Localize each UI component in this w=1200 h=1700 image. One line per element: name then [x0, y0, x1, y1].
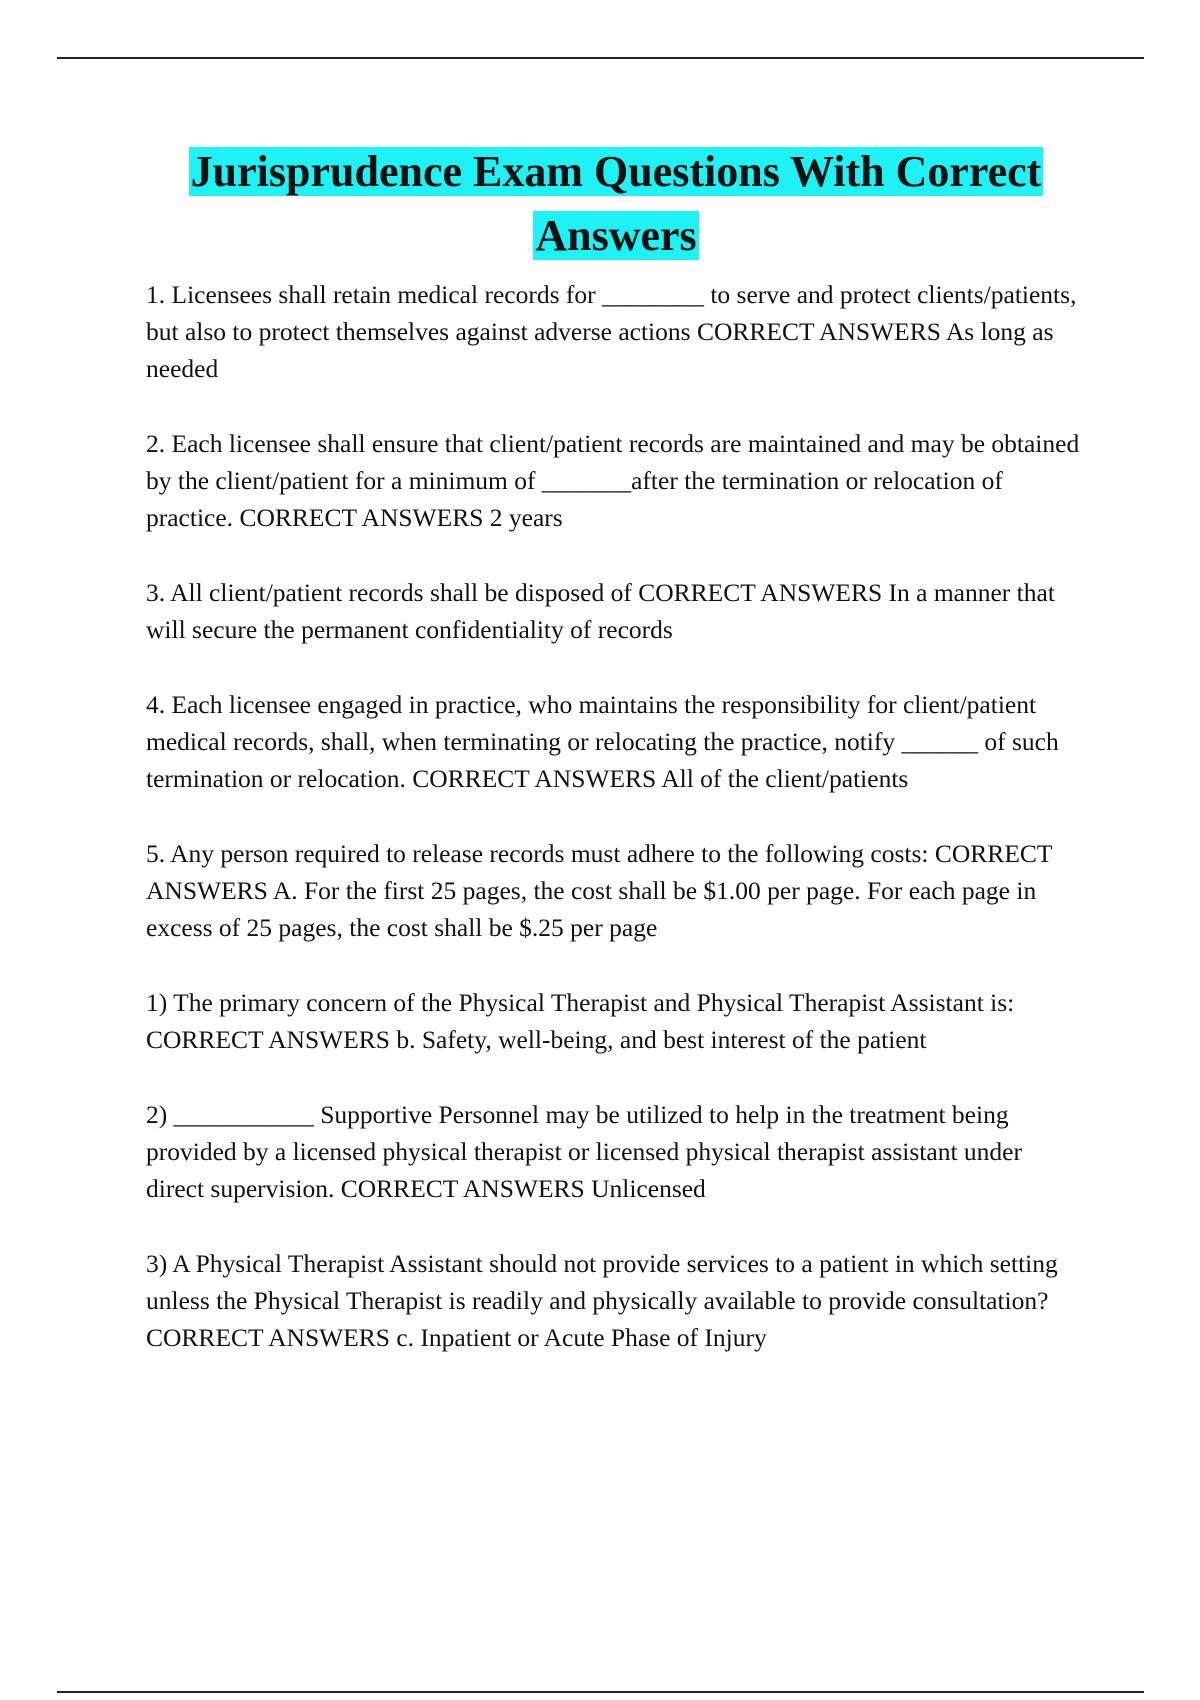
title-highlight: Jurisprudence Exam Questions With Correct Answers: [190, 147, 1042, 260]
question-text: 1) The primary concern of the Physical Therapist and Physical Therapist Assistant is:: [146, 988, 1015, 1017]
document-body: [146, 140, 1086, 1394]
document-title: [146, 140, 1086, 268]
answer-text: Unlicensed: [591, 1174, 706, 1203]
question-text: 1. Licensees shall retain medical records for ________ to serve and protect clients/patients, but also to protect themselves against adverse actions: [146, 280, 1077, 346]
bottom-rule: [57, 1691, 1144, 1693]
answer-marker: CORRECT ANSWERS: [146, 839, 1053, 905]
answer-text: c. Inpatient or Acute Phase of Injury: [396, 1323, 767, 1352]
question-text: 2) ___________ Supportive Personnel may be utilized to help in the treatment being provided by a licensed physical therapist or licensed physical therapist assistant under direct supervision.: [146, 1100, 1022, 1203]
answer-text: In a manner that will secure the permanent confidentiality of records: [146, 578, 1055, 644]
answer-text: As long as needed: [146, 317, 1054, 383]
answer-marker: CORRECT ANSWERS: [696, 317, 941, 346]
qa-item: [146, 425, 1086, 536]
question-text: 4. Each licensee engaged in practice, who maintains the responsibility for client/patient medical records, shall, when terminating or relocating the practice, notify ______ of such termination or relocation.: [146, 690, 1059, 793]
answer-marker: CORRECT ANSWERS: [638, 578, 883, 607]
question-text: 3) A Physical Therapist Assistant should not provide services to a patient in which setting unless the Physical Therapist is readily and physically available to provide consultation?: [146, 1249, 1058, 1315]
question-text: 3. All client/patient records shall be disposed of: [146, 578, 632, 607]
answer-text: 2 years: [489, 503, 563, 532]
answer-marker: CORRECT ANSWERS: [412, 764, 657, 793]
qa-item: [146, 276, 1086, 387]
qa-item: [146, 1096, 1086, 1207]
qa-item: [146, 686, 1086, 797]
qa-item: [146, 574, 1086, 648]
qa-item: [146, 835, 1086, 946]
answer-marker: CORRECT ANSWERS: [146, 1025, 390, 1054]
answer-marker: CORRECT ANSWERS: [239, 503, 484, 532]
answer-text: b. Safety, well-being, and best interest of the patient: [396, 1025, 927, 1054]
top-rule: [57, 57, 1144, 59]
qa-item: [146, 1245, 1086, 1356]
question-text: 5. Any person required to release records must adhere to the following costs:: [146, 839, 929, 868]
answer-text: All of the client/patients: [661, 764, 909, 793]
answer-text: A. For the first 25 pages, the cost shall be $1.00 per page. For each page in excess of 25 pages, the cost shall be $.25 per page: [146, 876, 1037, 942]
answer-marker: CORRECT ANSWERS: [340, 1174, 585, 1203]
answer-marker: CORRECT ANSWERS: [146, 1323, 390, 1352]
qa-item: [146, 984, 1086, 1058]
question-text: 2. Each licensee shall ensure that client/patient records are maintained and may be obtained by the client/patient for a minimum of _______after the termination or relocation of practice.: [146, 429, 1080, 532]
